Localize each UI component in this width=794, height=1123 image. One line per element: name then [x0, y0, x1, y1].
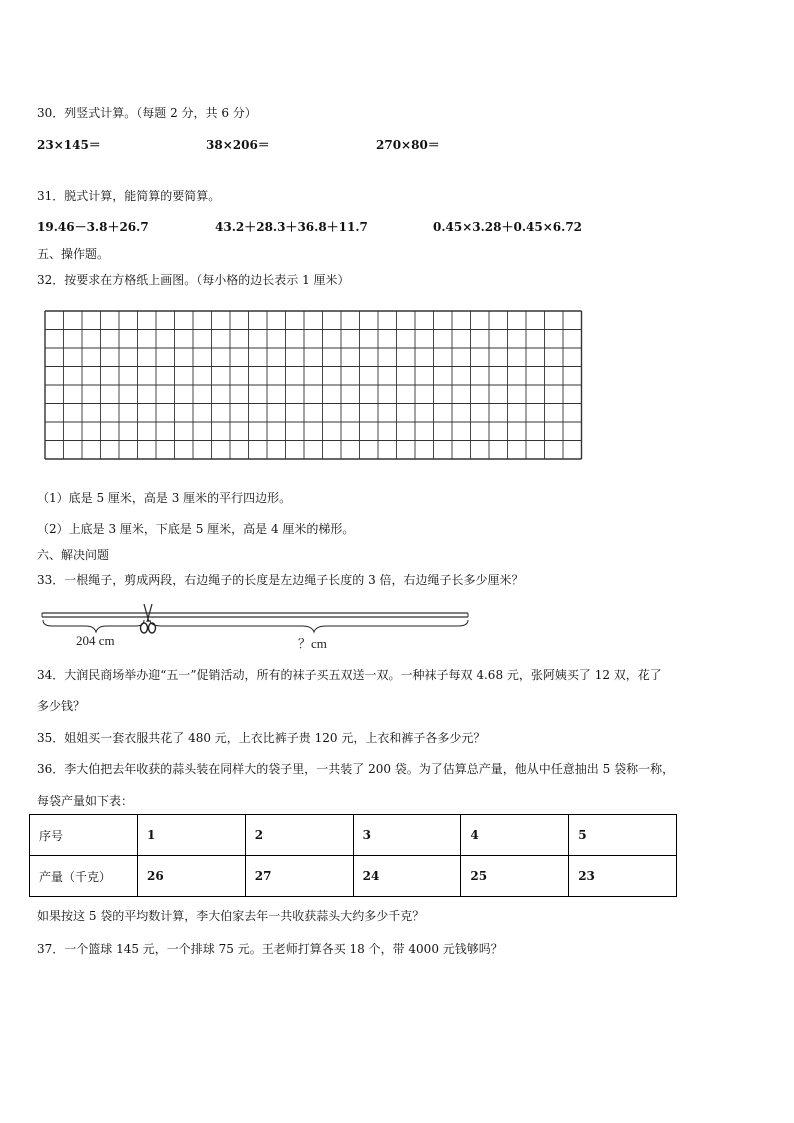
q30-expr-1: 23×145＝: [37, 138, 101, 152]
q37-text: 37．一个篮球 145 元，一个排球 75 元。王老师打算各买 18 个，带 4000 元钱够吗？: [37, 942, 503, 956]
section-5-heading: 五、操作题。: [37, 247, 110, 261]
table-cell: 5: [569, 815, 677, 856]
q34-line-1: 34．大润民商场举办迎“五一”促销活动，所有的袜子买五双送一双。一种袜子每双 4.68 元，张阿姨买了 12 双，花了: [37, 668, 662, 682]
q30-title: 30．列竖式计算。（每题 2 分，共 6 分）: [37, 106, 257, 120]
table-cell: 3: [353, 815, 461, 856]
table-header-cell: 产量（千克）: [30, 856, 138, 897]
q31-title: 31．脱式计算，能简算的要简算。: [37, 189, 221, 203]
rope-diagram: [40, 604, 480, 652]
q36-line-1: 36．李大伯把去年收获的蒜头装在同样大的袋子里，一共装了 200 袋。为了估算总产量，他从中任意抽出 5 袋称一称，: [37, 762, 675, 776]
right-length-label: ？cm: [298, 636, 327, 651]
yield-table: [29, 814, 677, 897]
table-cell: 24: [353, 856, 461, 897]
table-cell: 25: [461, 856, 569, 897]
q34-line-2: 多少钱？: [37, 699, 86, 713]
left-brace: [43, 620, 144, 632]
table-cell: 4: [461, 815, 569, 856]
table-cell: 23: [569, 856, 677, 897]
q36-question: 如果按这 5 袋的平均数计算，李大伯家去年一共收获蒜头大约多少千克？: [37, 909, 425, 923]
grid-paper: [44, 310, 584, 466]
table-cell: 2: [245, 815, 353, 856]
q32-title: 32．按要求在方格纸上画图。（每小格的边长表示 1 厘米）: [37, 273, 350, 287]
q31-expr-2: 43.2＋28.3＋36.8＋11.7: [215, 220, 368, 234]
table-cell: 27: [245, 856, 353, 897]
table-cell: 26: [138, 856, 246, 897]
q31-expr-1: 19.46－3.8＋26.7: [37, 220, 149, 234]
scissors-icon: [141, 604, 156, 633]
q30-expr-2: 38×206＝: [206, 138, 270, 152]
q36-line-2: 每袋产量如下表：: [37, 794, 134, 808]
table-row: [30, 856, 677, 897]
table-cell: 1: [138, 815, 246, 856]
q35-text: 35．姐姐买一套衣服共花了 480 元，上衣比裤子贵 120 元，上衣和裤子各多少元？: [37, 731, 486, 745]
q33-title: 33．一根绳子，剪成两段，右边绳子的长度是左边绳子长度的 3 倍，右边绳子长多少厘米？: [37, 573, 524, 587]
q32-part-1: （1）底是 5 厘米，高是 3 厘米的平行四边形。: [37, 491, 292, 505]
q32-part-2: （2）上底是 3 厘米，下底是 5 厘米，高是 4 厘米的梯形。: [37, 522, 355, 536]
table-row: [30, 815, 677, 856]
right-brace: [150, 620, 468, 632]
section-6-heading: 六、解决问题: [37, 548, 110, 562]
q31-expr-3: 0.45×3.28＋0.45×6.72: [433, 220, 583, 234]
rope: [42, 613, 468, 617]
table-header-cell: 序号: [30, 815, 138, 856]
left-length-label: 204 cm: [76, 633, 115, 648]
q30-expr-3: 270×80＝: [376, 138, 440, 152]
